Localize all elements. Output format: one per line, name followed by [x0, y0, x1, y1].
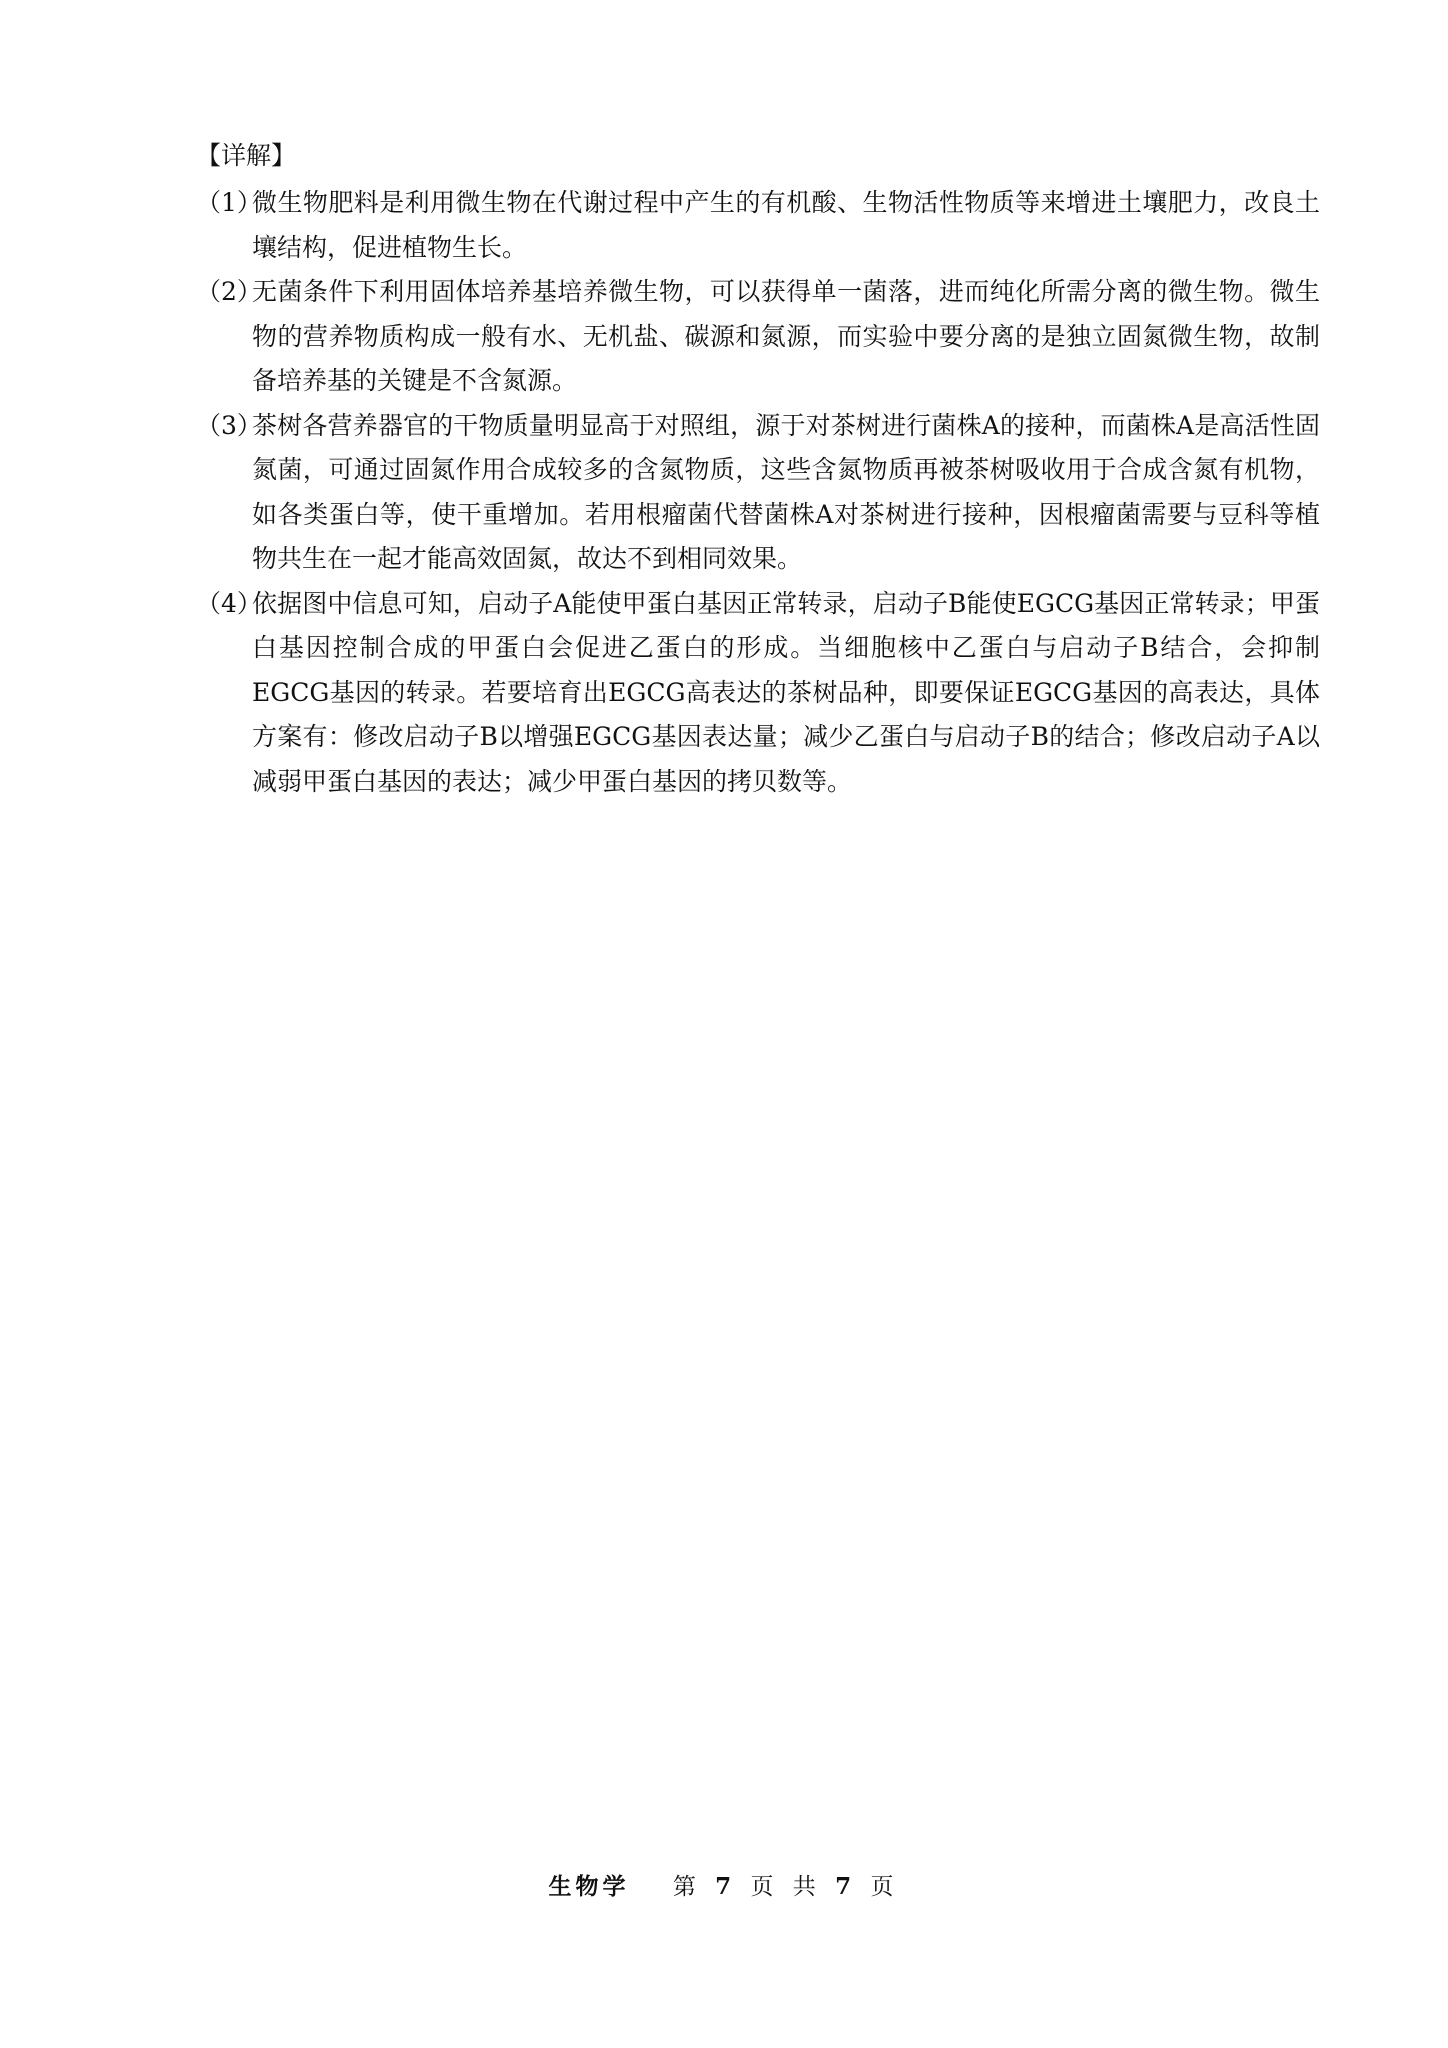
footer-page-middle: 页 共 [750, 1874, 822, 1900]
page-footer [0, 1872, 1448, 1902]
footer-page-suffix: 页 [870, 1874, 900, 1900]
answer-number: （2） [196, 277, 262, 306]
footer-page-prefix: 第 [672, 1874, 702, 1900]
answer-item-2 [196, 270, 1320, 404]
footer-page-number [673, 1874, 900, 1900]
section-heading: 【详解】 [196, 141, 297, 170]
answer-number: （3） [196, 410, 262, 440]
answer-number: （1） [196, 188, 262, 217]
footer-current-page: 7 [715, 1873, 738, 1900]
answer-item-1 [196, 181, 1320, 270]
footer-total-pages: 7 [835, 1873, 858, 1900]
answer-text: 依据图中信息可知，启动子A能使甲蛋白基因正常转录，启动子B能使EGCG基因正常转录；甲蛋白基因控制合成的甲蛋白会促进乙蛋白的形成。当细胞核中乙蛋白与启动子B结合，会抑制EGCG基因的转录。若要培育出EGCG高表达的茶树品种，即要保证EGCG基因的高表达，具体方案有：修改启动子B以增强EGCG基因表达量；减少乙蛋白与启动子B的结合；修改启动子A以减弱甲蛋白基因的表达；减少甲蛋白基因的拷贝数等。 [252, 588, 1320, 796]
answer-item-4 [196, 582, 1320, 805]
footer-subject: 生物学 [548, 1873, 630, 1900]
answer-text: 茶树各营养器官的干物质量明显高于对照组，源于对茶树进行菌株A的接种，而菌株A是高活性固氮菌，可通过固氮作用合成较多的含氮物质，这些含氮物质再被茶树吸收用于合成含氮有机物，如各类蛋白等，使干重增加。若用根瘤菌代替菌株A对茶树进行接种，因根瘤菌需要与豆科等植物共生在一起才能高效固氮，故达不到相同效果。 [252, 410, 1320, 573]
answer-list [196, 181, 1320, 804]
answer-text: 微生物肥料是利用微生物在代谢过程中产生的有机酸、生物活性物质等来增进土壤肥力，改良土壤结构，促进植物生长。 [252, 188, 1320, 262]
answer-number: （4） [196, 588, 262, 618]
answer-item-3 [196, 404, 1320, 582]
answer-text: 无菌条件下利用固体培养基培养微生物，可以获得单一菌落，进而纯化所需分离的微生物。微生物的营养物质构成一般有水、无机盐、碳源和氮源，而实验中要分离的是独立固氮微生物，故制备培养基的关键是不含氮源。 [252, 277, 1320, 395]
